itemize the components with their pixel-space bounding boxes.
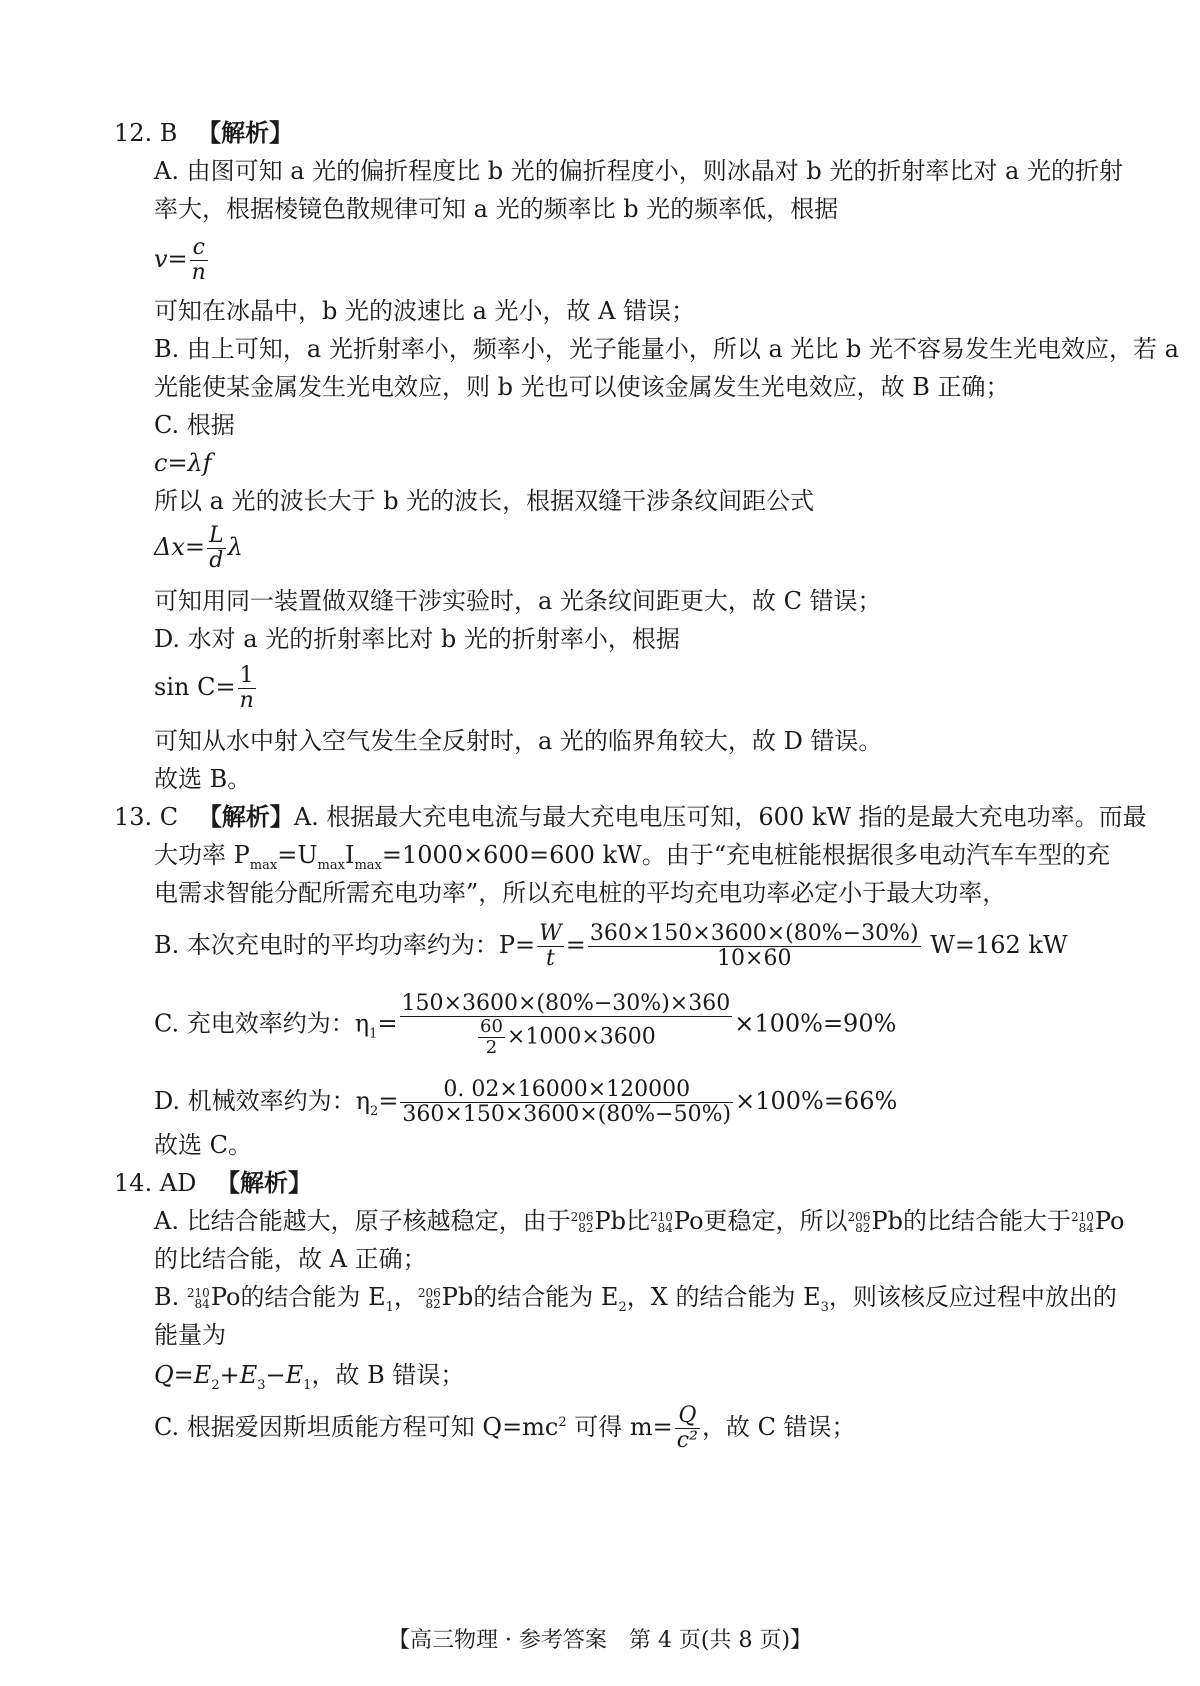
q13-heading [114,802,1147,832]
subscript: 3 [257,1377,266,1393]
fraction [588,922,921,971]
q14-formula-q [154,1360,464,1401]
q12-line-6: C. 根据 [154,411,235,439]
fraction-numerator: 1 [238,664,256,689]
element-symbol: Pb [594,1207,627,1235]
q13-option-b [154,922,1068,971]
q12-line-2: 率大，根据棱镜色散规律可知 a 光的频率比 b 光的频率低，根据 [154,195,839,223]
nuclide-po [186,1285,210,1311]
nuclide-pb [847,1209,871,1235]
inner-fraction [478,1017,505,1058]
fraction-numerator: Q [675,1404,700,1429]
formula-lhs: B. 本次充电时的平均功率约为：P= [154,931,536,959]
q14-line-b2: 能量为 [154,1321,226,1349]
fraction [537,922,564,971]
nuclide-pb [417,1285,441,1311]
q12-conclusion: 故选 B。 [154,765,252,793]
equals: = [377,1009,398,1038]
text-segment: I [344,841,355,869]
text-segment: 可得 m= [566,1413,673,1441]
fraction-denominator: t [546,946,555,971]
q12-line-3: 可知在冰晶中，b 光的波速比 a 光小，故 A 错误； [154,297,696,325]
text-segment: 的结合能为 E [240,1283,386,1311]
q13-option-d [154,1078,897,1127]
atomic-number: 84 [1078,1220,1094,1235]
q14-line-a1 [154,1206,1125,1236]
formula-tail: ×100%=66% [735,1087,898,1115]
mass-number: 210 [186,1285,210,1300]
text-segment: =U [277,841,318,869]
nuclide-po [650,1209,673,1235]
q13-number: 13. C [114,803,179,831]
q12-line-7: 所以 a 光的波长大于 b 光的波长，根据双缝干涉条纹间距公式 [154,487,815,515]
q14-analysis-tag: 【解析】 [216,1168,313,1197]
text-segment: ， [393,1283,418,1311]
fraction [400,1078,733,1127]
q12-heading [114,118,293,148]
formula-lhs: D. 机械效率约为：η [154,1087,371,1115]
mass-number: 206 [570,1209,594,1224]
formula-tail: ×100%=90% [734,1009,897,1038]
q13-line-2 [154,840,1110,881]
text-segment: ，故 C 错误； [701,1413,856,1441]
q12-formula-dx [154,524,243,573]
fraction [675,1404,700,1453]
text-segment: Q=E [154,1361,212,1389]
text-segment: ，X 的结合能为 E [626,1283,821,1311]
fraction-numerator: 60 [480,1016,503,1037]
q12-line-1: A. 由图可知 a 光的偏折程度比 b 光的偏折程度小，则冰晶对 b 光的折射率比对 a 光的折射 [154,157,1123,185]
fraction-numerator: W [539,921,562,946]
text-segment: −E [265,1361,304,1389]
text-segment: =1000×600=600 kW。由于“充电桩能根据很多电动汽车车型的充 [381,841,1111,869]
nuclide-po [1070,1209,1094,1235]
element-symbol: Pb [441,1283,474,1311]
fraction [190,236,208,285]
atomic-number: 82 [578,1220,594,1235]
superscript: 2 [558,1415,567,1430]
fraction-denominator: c² [676,1428,698,1453]
q12-line-9: D. 水对 a 光的折射率比对 b 光的折射率小，根据 [154,625,680,653]
subscript: 1 [369,1026,378,1042]
atomic-number: 82 [425,1296,441,1311]
q12-line-5: 光能使某金属发生光电效应，则 b 光也可以使该金属发生光电效应，故 B 正确； [154,373,1010,401]
text-segment: ，故 B 错误； [311,1361,465,1389]
text-segment: +E [219,1361,258,1389]
fraction-denominator: n [239,688,254,713]
equals: = [378,1087,399,1115]
element-symbol: Po [210,1283,241,1311]
fraction-numerator: 0. 02×16000×120000 [400,1078,733,1103]
formula-lhs: C. 充电效率约为：η [154,1009,370,1038]
text-segment: 的结合能为 E [473,1283,619,1311]
fraction-numerator: 150×3600×(80%−30%)×360 [401,991,731,1016]
mass-number: 210 [1070,1209,1094,1224]
equals: = [565,931,586,959]
nuclide-pb [570,1209,594,1235]
fraction-numerator: 360×150×3600×(80%−30%) [589,921,919,946]
atomic-number: 82 [855,1220,871,1235]
fraction [207,524,226,573]
fraction-denominator [400,1017,733,1058]
q14-line-c [154,1404,856,1453]
mass-number: 206 [417,1285,441,1300]
q14-line-b1 [154,1282,1117,1323]
fraction-denominator: d [209,548,224,573]
formula-tail: W=162 kW [930,931,1068,959]
text-segment: 的比结合能大于 [902,1207,1071,1235]
fraction-denominator: 2 [485,1037,498,1058]
text-segment: 更稳定，所以 [703,1207,848,1235]
subscript: 1 [385,1299,394,1315]
denominator-tail: ×1000×3600 [506,1024,656,1050]
fraction [400,992,733,1058]
fraction [238,664,256,713]
subscript: max [354,857,382,873]
formula-tail: λ [227,533,243,561]
fraction-denominator: 360×150×3600×(80%−50%) [402,1102,732,1127]
text-segment: 比 [626,1207,651,1235]
q12-line-10: 可知从水中射入空气发生全反射时，a 光的临界角较大，故 D 错误。 [154,727,883,755]
text-segment: 大功率 P [154,841,250,869]
q12-number: 12. B [114,119,178,147]
fraction-denominator: n [191,260,206,285]
subscript: max [317,857,345,873]
atomic-number: 84 [657,1220,673,1235]
fraction-denominator: 10×60 [717,946,792,971]
subscript: 2 [618,1299,627,1315]
formula-lhs: Δx= [154,533,205,561]
subscript: 1 [303,1377,312,1393]
element-symbol: Po [673,1207,704,1235]
mass-number: 206 [847,1209,871,1224]
q13-option-c [154,992,896,1058]
q12-line-4: B. 由上可知，a 光折射率小，频率小，光子能量小，所以 a 光比 b 光不容易发生光电效应，若 a [154,335,1179,363]
page-footer: 【高三物理 · 参考答案 第 4 页(共 8 页)】 [387,1628,813,1653]
q12-formula-sinc [154,664,258,713]
q13-conclusion: 故选 C。 [154,1131,252,1159]
fraction-numerator: c [190,236,208,261]
q13-line-1: A. 根据最大充电电流与最大充电电压可知，600 kW 指的是最大充电功率。而最 [293,803,1147,831]
q12-line-8: 可知用同一装置做双缝干涉实验时，a 光条纹间距更大，故 C 错误； [154,587,882,615]
atomic-number: 84 [194,1296,210,1311]
element-symbol: Po [1094,1207,1125,1235]
q12-formula-c: c=λf [154,449,212,477]
subscript: 3 [820,1299,829,1315]
q13-line-3: 电需求智能分配所需充电功率”，所以充电桩的平均充电功率必定小于最大功率， [154,879,1007,907]
text-segment: C. 根据爱因斯坦质能方程可知 Q=mc [154,1413,559,1441]
formula-lhs: sin C= [154,673,236,701]
formula-lhs: v= [154,245,188,273]
q14-heading [114,1168,312,1198]
text-segment: B. [154,1283,180,1311]
subscript: max [249,857,278,873]
q13-analysis-tag: 【解析】 [197,802,294,831]
subscript: 2 [211,1377,220,1393]
q14-number: 14. AD [114,1169,197,1197]
q12-analysis-tag: 【解析】 [197,118,294,147]
mass-number: 210 [650,1209,673,1224]
text-segment: A. 比结合能越大，原子核越稳定，由于 [154,1207,571,1235]
q12-formula-v [154,236,210,285]
text-segment: ，则该核反应过程中放出的 [828,1283,1117,1311]
fraction-numerator: L [208,523,224,548]
q14-line-a2: 的比结合能，故 A 正确； [154,1245,427,1273]
subscript: 2 [370,1103,379,1119]
element-symbol: Pb [871,1207,903,1235]
